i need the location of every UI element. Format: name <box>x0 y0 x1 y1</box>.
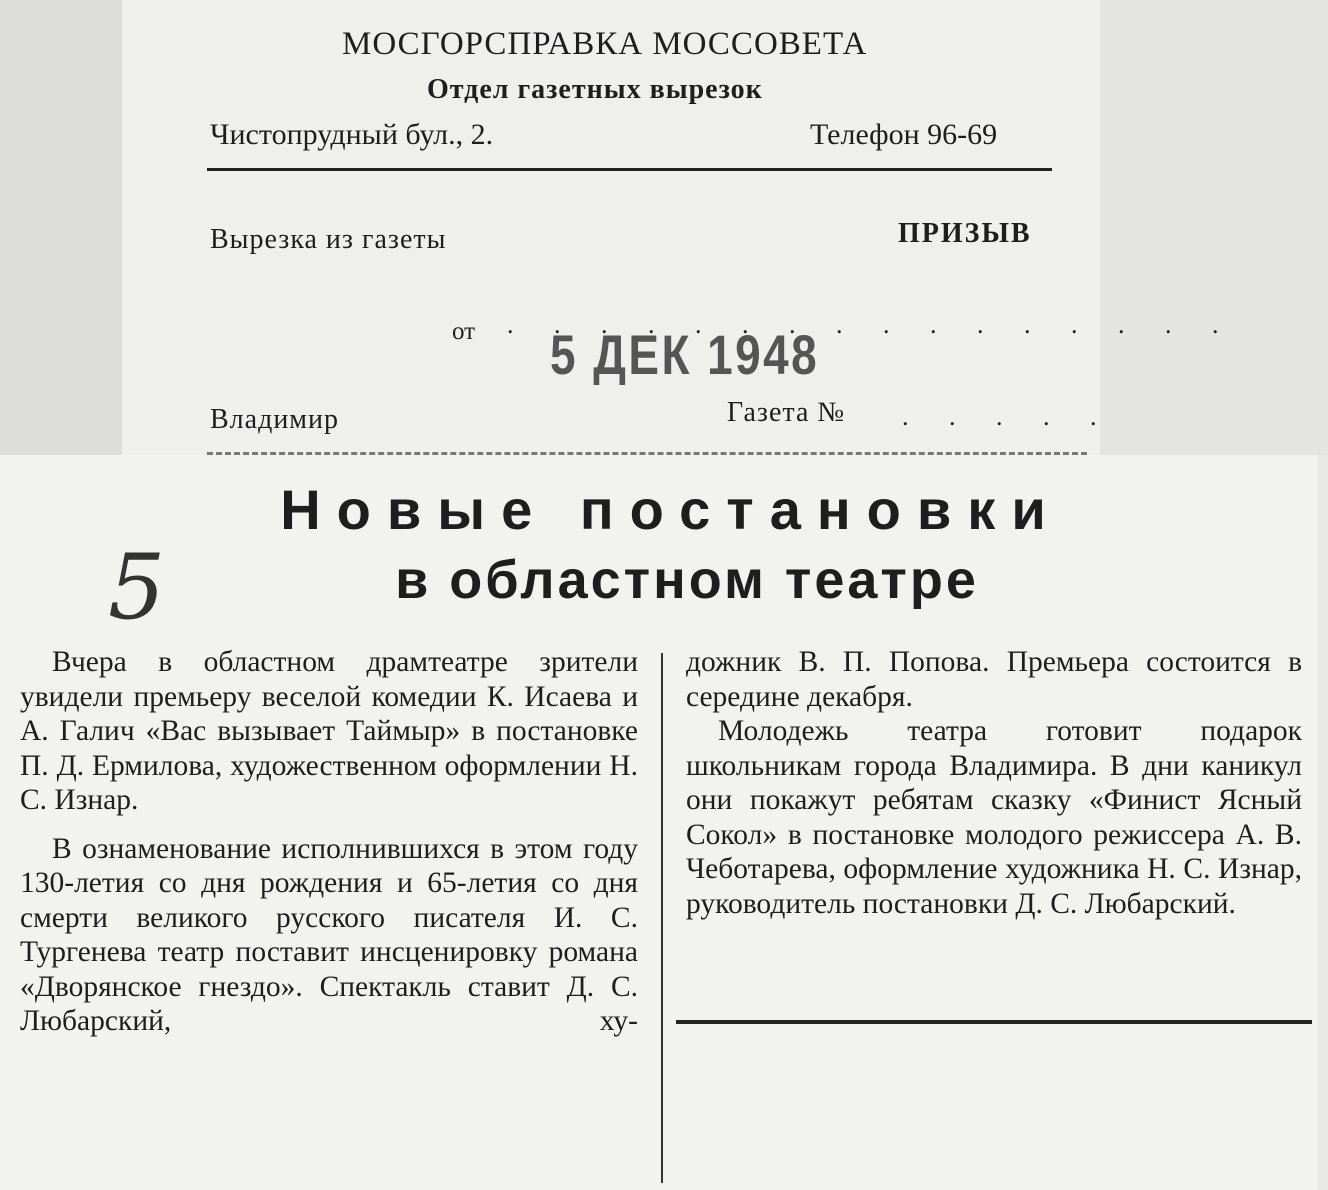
date-stamp: 5 ДЕК 1948 <box>550 323 820 386</box>
article-column-1 <box>20 645 638 1039</box>
from-label: от <box>452 318 476 345</box>
handwritten-mark: 5 <box>108 535 166 640</box>
clipping-slip-header <box>122 0 1236 455</box>
paragraph: Молодежь театра готовит подарок школьникам города Владимира. В дни каникул они покажут ребятам сказку «Финист Ясный Сокол» в постановке молодого режиссера А. В. Чеботарева, оформление художника Н. С. Изнар, руководитель постановки Д. С. Любарский. <box>686 715 1302 920</box>
address: Чистопрудный бул., 2. <box>210 118 494 151</box>
gazette-dotted-line: . . . . . <box>902 402 1114 431</box>
city-name: Владимир <box>210 404 340 435</box>
cut-label: Вырезка из газеты <box>210 224 447 255</box>
date-dotted-line: . . . . . . . . . . . . . . . . <box>507 310 1236 339</box>
phone-number: Телефон 96-69 <box>810 118 998 151</box>
paragraph: дожник В. П. Попова. Премьера состоится в середине декабря. <box>686 646 1302 713</box>
page-margin-right <box>1100 0 1328 455</box>
paragraph: Вчера в областном драмтеатре зрители увидели премьеру веселой комедии К. Исаева и А. Галич «Вас вызывает Таймыр» в постановке П. Д. Ермилова, художественном оформлении Н. С. Изнар. <box>20 646 638 816</box>
header-divider <box>207 168 1052 171</box>
article-end-rule <box>676 1020 1312 1024</box>
page-margin-left <box>0 0 122 455</box>
org-name: МОСГОРСПРАВКА МОССОВЕТА <box>342 26 868 62</box>
newspaper-name: ПРИЗЫВ <box>898 218 1032 249</box>
department-name: Отдел газетных вырезок <box>427 74 763 105</box>
article-column-2 <box>686 645 1302 921</box>
article-title-line1: Новые постановки <box>280 478 1062 541</box>
column-divider <box>661 653 663 1183</box>
paragraph: В ознаменование исполнившихся в этом году 130-летия со дня рождения и 65-летия со дня смерти великого русского писателя И. С. Тургенева театр поставит инсценировку романа «Дворянское гнездо». Спектакль ставит Д. С. Любарский, ху- <box>20 832 638 1037</box>
gazette-number-label: Газета № <box>727 397 846 428</box>
article-title-line2: в областном театре <box>395 550 979 610</box>
newspaper-clipping <box>0 455 1318 1190</box>
